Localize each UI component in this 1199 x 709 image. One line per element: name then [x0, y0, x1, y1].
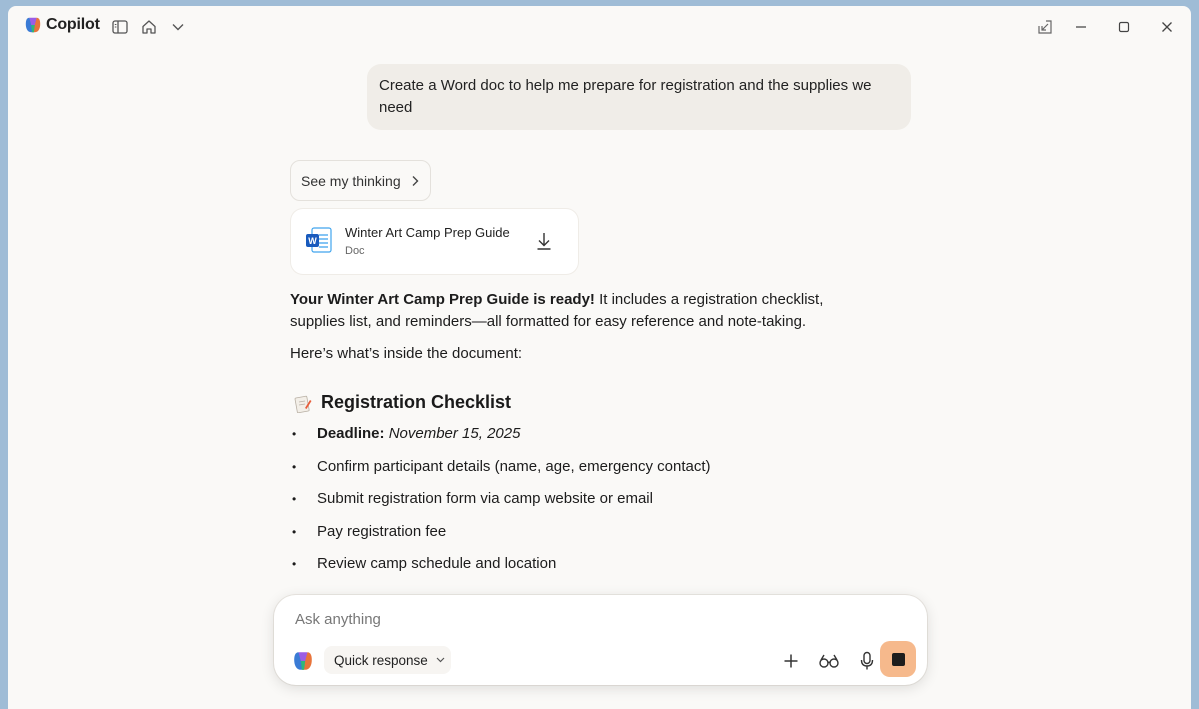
home-icon — [141, 19, 157, 35]
response-lead-bold: Your Winter Art Camp Prep Guide is ready! — [290, 291, 595, 308]
response-mode-label: Quick response — [334, 652, 428, 668]
sidebar-icon — [112, 20, 128, 34]
maximize-icon — [1118, 21, 1130, 33]
word-doc-icon — [305, 226, 333, 254]
minimize-button[interactable] — [1070, 16, 1092, 38]
chevron-down-icon — [436, 657, 445, 663]
close-icon — [1161, 21, 1173, 33]
response-mode-select[interactable] — [324, 646, 451, 674]
deadline-value: November 15, 2025 — [388, 425, 521, 442]
plus-icon — [783, 653, 799, 669]
download-icon[interactable] — [534, 231, 554, 251]
list-item: • Confirm participant details (name, age, emergency contact) — [292, 457, 711, 475]
copilot-logo-icon — [24, 16, 42, 34]
document-type: Doc — [345, 245, 365, 257]
see-my-thinking-label: See my thinking — [301, 172, 401, 189]
copilot-window — [8, 6, 1191, 709]
deadline-label: Deadline: — [317, 425, 385, 442]
list-item: • Pay registration fee — [292, 522, 447, 540]
section-heading — [293, 392, 511, 413]
vision-button[interactable] — [817, 649, 841, 673]
microphone-icon — [860, 651, 874, 671]
history-dropdown-button[interactable] — [168, 17, 188, 37]
chevron-down-icon — [172, 23, 184, 31]
title-bar — [8, 6, 1191, 48]
copilot-logo-icon — [292, 650, 314, 672]
open-external-button[interactable] — [1034, 16, 1056, 38]
see-my-thinking-button[interactable] — [290, 160, 431, 201]
list-item: • Deadline: November 15, 2025 — [292, 425, 521, 442]
open-external-icon — [1038, 20, 1052, 34]
chevron-right-icon — [411, 175, 419, 187]
notepad-icon — [293, 393, 313, 413]
maximize-button[interactable] — [1113, 16, 1135, 38]
app-brand — [24, 16, 100, 34]
assistant-response — [290, 289, 880, 375]
response-lead — [290, 289, 880, 333]
registration-checklist — [290, 424, 711, 587]
response-lead-rest: It includes a registration checklist, supplies list, and reminders—all formatted for easy reference and note-taking. — [290, 291, 824, 330]
stop-button[interactable] — [880, 641, 916, 677]
list-item: • Submit registration form via camp website or email — [292, 490, 653, 508]
app-title: Copilot — [46, 16, 100, 33]
home-button[interactable] — [139, 17, 159, 37]
list-item: • Review camp schedule and location — [292, 555, 557, 573]
document-title: Winter Art Camp Prep Guide — [345, 225, 510, 240]
message-composer — [274, 595, 927, 685]
section-title: Registration Checklist — [321, 392, 512, 412]
add-attachment-button[interactable] — [779, 649, 803, 673]
sidebar-toggle-button[interactable] — [110, 17, 130, 37]
voice-button[interactable] — [855, 649, 879, 673]
close-button[interactable] — [1156, 16, 1178, 38]
response-intro: Here’s what’s inside the document: — [290, 345, 523, 362]
glasses-icon — [818, 653, 840, 669]
svg-text:W: W — [308, 236, 317, 246]
user-message-bubble: Create a Word doc to help me prepare for registration and the supplies we need — [367, 64, 911, 130]
ask-input[interactable] — [295, 607, 895, 631]
document-card[interactable] — [291, 209, 578, 274]
minimize-icon — [1075, 21, 1087, 33]
stop-icon — [892, 653, 905, 666]
